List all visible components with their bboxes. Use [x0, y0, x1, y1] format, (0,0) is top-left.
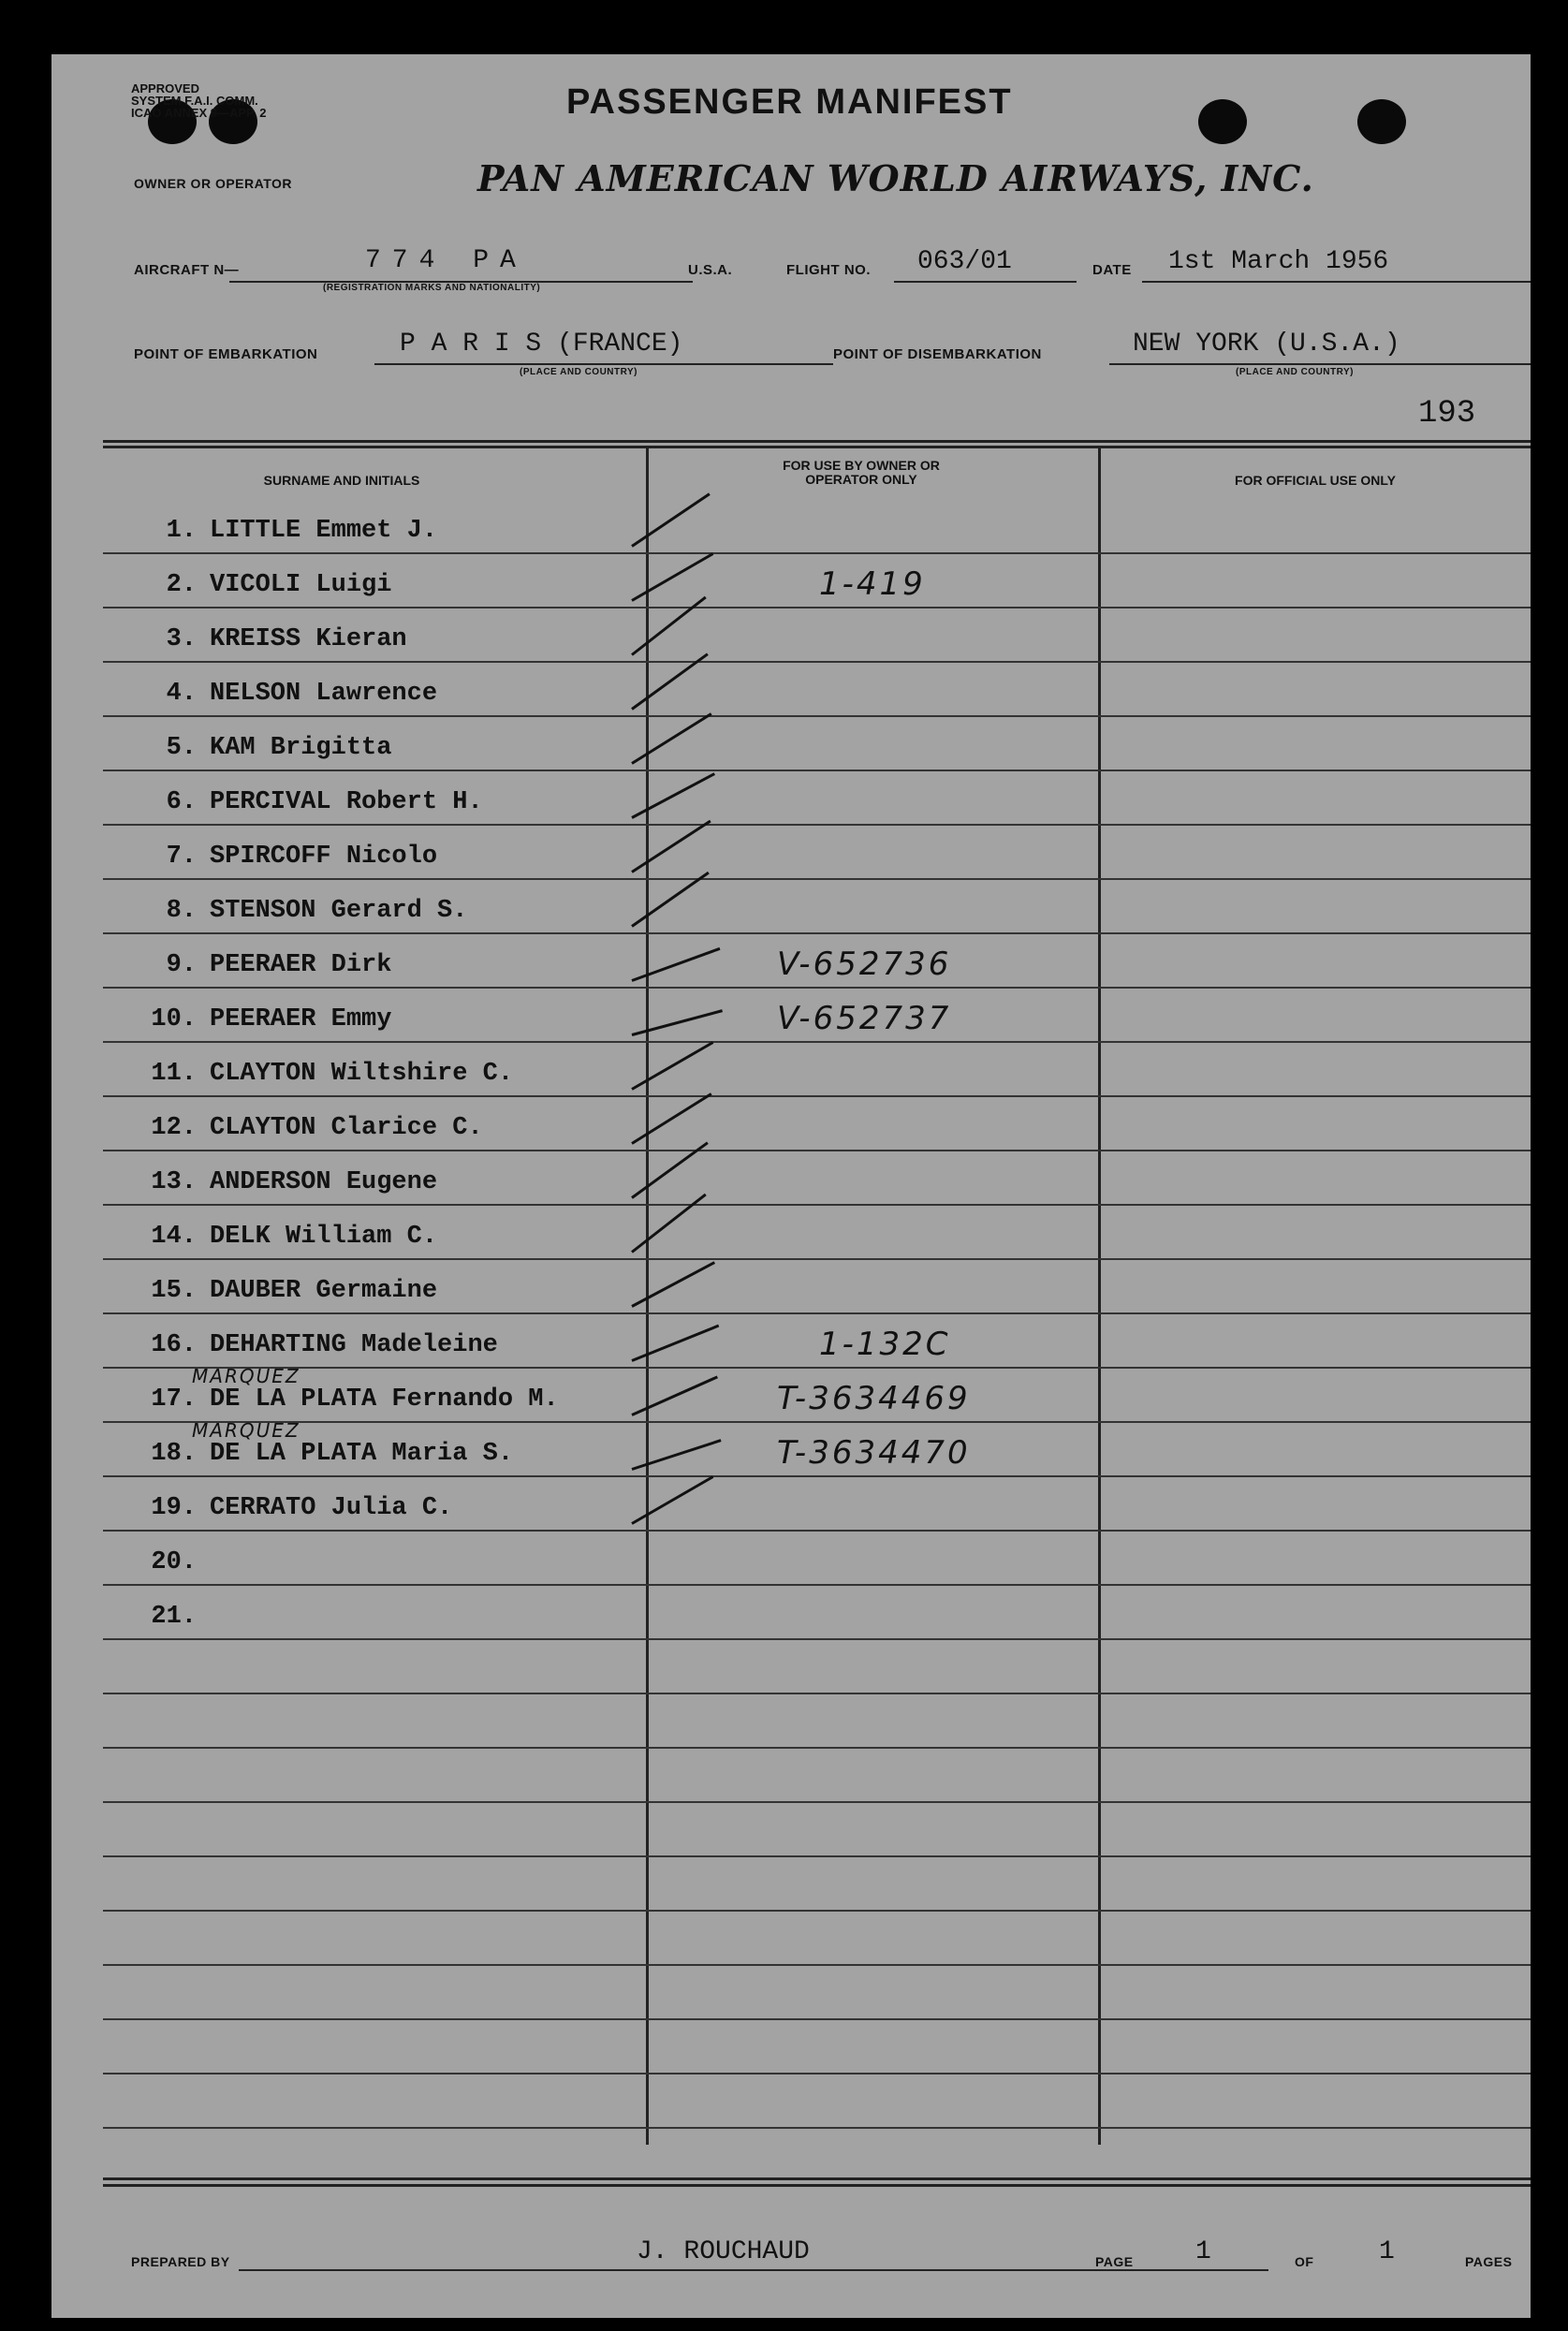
of-value: 1: [1379, 2237, 1395, 2266]
check-mark: [631, 1375, 718, 1415]
col-official-header: FOR OFFICIAL USE ONLY: [1235, 473, 1396, 488]
disembark-sublabel: (PLACE AND COUNTRY): [1236, 367, 1354, 377]
passenger-entry: [131, 1223, 437, 1251]
passenger-name: SPIRCOFF Nicolo: [210, 843, 438, 871]
passenger-entry: [131, 1494, 452, 1522]
row-rule: [103, 1095, 1531, 1097]
passenger-entry: [131, 1603, 210, 1631]
punch-hole: [1198, 99, 1247, 144]
passenger-number: 15.: [151, 1277, 197, 1305]
passenger-number: 19.: [151, 1494, 197, 1522]
passenger-name: CLAYTON Wiltshire C.: [210, 1060, 514, 1088]
row-rule: [103, 2127, 1531, 2129]
passenger-entry: [131, 788, 483, 816]
form-title: PASSENGER MANIFEST: [566, 82, 1013, 122]
passenger-entry: [131, 625, 407, 653]
disembark-value: NEW YORK (U.S.A.): [1133, 330, 1400, 359]
prepared-underline: [239, 2269, 1268, 2271]
row-rule: [103, 1530, 1531, 1532]
check-mark: [631, 492, 711, 547]
row-rule: [103, 987, 1531, 989]
passenger-number: 21.: [151, 1603, 197, 1631]
passenger-number: 9.: [166, 951, 197, 979]
passenger-number: 6.: [166, 788, 197, 816]
passenger-name: STENSON Gerard S.: [210, 897, 468, 925]
passenger-number: 2.: [166, 571, 197, 599]
passenger-name: DELK William C.: [210, 1223, 438, 1251]
aircraft-label: AIRCRAFT N—: [134, 262, 240, 278]
operator-note: T-3634470: [777, 1434, 971, 1472]
check-mark: [631, 712, 711, 765]
passenger-number: 18.: [151, 1440, 197, 1468]
operator-note: V-652737: [777, 1000, 952, 1037]
passenger-number: 11.: [151, 1060, 197, 1088]
passenger-entry: [131, 571, 391, 599]
handwritten-annotation: MARQUEZ: [192, 1365, 300, 1387]
check-mark: [631, 1194, 707, 1253]
row-rule: [103, 715, 1531, 717]
passenger-name: NELSON Lawrence: [210, 680, 438, 708]
date-label: DATE: [1092, 262, 1132, 278]
passenger-entry: [131, 897, 467, 925]
row-rule: [103, 2073, 1531, 2074]
passenger-entry: [131, 1331, 498, 1359]
footer-rule: [103, 2177, 1531, 2180]
page-stamp: 193: [1418, 396, 1476, 432]
operator-note: 1-132C: [819, 1326, 951, 1363]
passenger-number: 8.: [166, 897, 197, 925]
row-rule: [103, 1693, 1531, 1694]
row-rule: [103, 1801, 1531, 1803]
pages-label: PAGES: [1465, 2254, 1513, 2269]
page-value: 1: [1195, 2237, 1211, 2266]
operator-note: 1-419: [819, 565, 926, 603]
row-rule: [103, 1421, 1531, 1423]
operator-note: V-652736: [777, 946, 952, 983]
passenger-entry: [131, 951, 391, 979]
check-mark: [631, 1325, 719, 1362]
row-rule: [103, 1312, 1531, 1314]
page-label: PAGE: [1095, 2254, 1134, 2269]
disembark-label: POINT OF DISEMBARKATION: [833, 346, 1042, 362]
passenger-name: DE LA PLATA Fernando M.: [210, 1385, 559, 1414]
passenger-number: 4.: [166, 680, 197, 708]
check-mark: [631, 772, 715, 819]
passenger-name: PERCIVAL Robert H.: [210, 788, 483, 816]
check-mark: [631, 596, 707, 656]
prepared-label: PREPARED BY: [131, 2254, 230, 2269]
check-mark: [631, 1261, 715, 1308]
aircraft-sublabel: (REGISTRATION MARKS AND NATIONALITY): [323, 283, 541, 293]
check-mark: [631, 552, 713, 602]
footer-rule: [103, 2184, 1531, 2187]
row-rule: [103, 878, 1531, 880]
passenger-entry: [131, 1168, 437, 1196]
flight-label: FLIGHT NO.: [786, 262, 871, 278]
passenger-entry: [131, 1548, 210, 1576]
row-rule: [103, 2018, 1531, 2020]
passenger-number: 10.: [151, 1005, 197, 1034]
row-rule: [103, 1747, 1531, 1749]
approval-line: ICAO ANNEX 9—APP. 2: [131, 106, 267, 120]
usa-label: U.S.A.: [688, 262, 733, 278]
approval-note: [131, 82, 267, 119]
header-rule: [103, 440, 1531, 443]
passenger-entry: [131, 734, 391, 762]
passenger-entry: [131, 1060, 513, 1088]
passenger-name: PEERAER Emmy: [210, 1005, 392, 1034]
passenger-name: DEHARTING Madeleine: [210, 1331, 498, 1359]
flight-value: 063/01: [917, 247, 1012, 276]
passenger-entry: [131, 1385, 559, 1414]
passenger-entry: [131, 517, 437, 545]
passenger-entry: [131, 1005, 391, 1034]
passenger-number: 17.: [151, 1385, 197, 1414]
passenger-number: 13.: [151, 1168, 197, 1196]
date-value: 1st March 1956: [1168, 247, 1389, 276]
col-surname-header: SURNAME AND INITIALS: [263, 473, 420, 488]
embark-underline: [374, 363, 833, 365]
approval-line: SYSTEM F.A.I. COMM.: [131, 94, 258, 108]
passenger-number: 1.: [166, 517, 197, 545]
passenger-number: 7.: [166, 843, 197, 871]
passenger-number: 12.: [151, 1114, 197, 1142]
passenger-entry: [131, 680, 437, 708]
row-rule: [103, 1855, 1531, 1857]
row-rule: [103, 1258, 1531, 1260]
passenger-name: LITTLE Emmet J.: [210, 517, 438, 545]
flight-underline: [894, 281, 1077, 283]
row-rule: [103, 661, 1531, 663]
passenger-entry: [131, 843, 437, 871]
passenger-name: CLAYTON Clarice C.: [210, 1114, 483, 1142]
check-mark: [631, 820, 711, 873]
check-mark: [631, 947, 720, 982]
passenger-name: DAUBER Germaine: [210, 1277, 438, 1305]
row-rule: [103, 1910, 1531, 1912]
col-owner-header: FOR USE BY OWNER OR OPERATOR ONLY: [783, 458, 940, 487]
of-label: OF: [1295, 2254, 1314, 2269]
passenger-name: PEERAER Dirk: [210, 951, 392, 979]
prepared-value: J. ROUCHAUD: [637, 2237, 810, 2266]
row-rule: [103, 1638, 1531, 1640]
column-divider: [1098, 446, 1101, 2145]
passenger-name: CERRATO Julia C.: [210, 1494, 453, 1522]
passenger-entry: [131, 1440, 513, 1468]
passenger-name: KAM Brigitta: [210, 734, 392, 762]
row-rule: [103, 607, 1531, 608]
row-rule: [103, 770, 1531, 771]
handwritten-annotation: MARQUEZ: [192, 1419, 300, 1442]
passenger-number: 5.: [166, 734, 197, 762]
row-rule: [103, 552, 1531, 554]
company-name: PAN AMERICAN WORLD AIRWAYS, INC.: [477, 157, 1314, 199]
manifest-page: [51, 54, 1531, 2318]
date-underline: [1142, 281, 1531, 283]
passenger-entry: [131, 1277, 437, 1305]
row-rule: [103, 1150, 1531, 1151]
passenger-name: VICOLI Luigi: [210, 571, 392, 599]
passenger-number: 14.: [151, 1223, 197, 1251]
passenger-number: 3.: [166, 625, 197, 653]
row-rule: [103, 1964, 1531, 1966]
row-rule: [103, 1367, 1531, 1369]
check-mark: [631, 1041, 713, 1091]
passenger-number: 16.: [151, 1331, 197, 1359]
check-mark: [632, 1439, 722, 1471]
owner-label: OWNER OR OPERATOR: [134, 176, 292, 191]
row-rule: [103, 1041, 1531, 1043]
disembark-underline: [1109, 363, 1531, 365]
passenger-name: ANDERSON Eugene: [210, 1168, 438, 1196]
passenger-number: 20.: [151, 1548, 197, 1576]
passenger-entry: [131, 1114, 483, 1142]
row-rule: [103, 1584, 1531, 1586]
embark-value: P A R I S (FRANCE): [400, 330, 683, 359]
passenger-name: KREISS Kieran: [210, 625, 407, 653]
embark-sublabel: (PLACE AND COUNTRY): [520, 367, 637, 377]
embark-label: POINT OF EMBARKATION: [134, 346, 318, 362]
row-rule: [103, 1475, 1531, 1477]
header-rule: [103, 446, 1531, 448]
row-rule: [103, 932, 1531, 934]
row-rule: [103, 1204, 1531, 1206]
punch-hole: [1357, 99, 1406, 144]
passenger-name: DE LA PLATA Maria S.: [210, 1440, 514, 1468]
approval-line: APPROVED: [131, 81, 199, 95]
operator-note: T-3634469: [777, 1380, 971, 1417]
row-rule: [103, 824, 1531, 826]
aircraft-value: 774 PA: [365, 246, 527, 275]
check-mark: [631, 1475, 713, 1525]
check-mark: [631, 1092, 711, 1145]
